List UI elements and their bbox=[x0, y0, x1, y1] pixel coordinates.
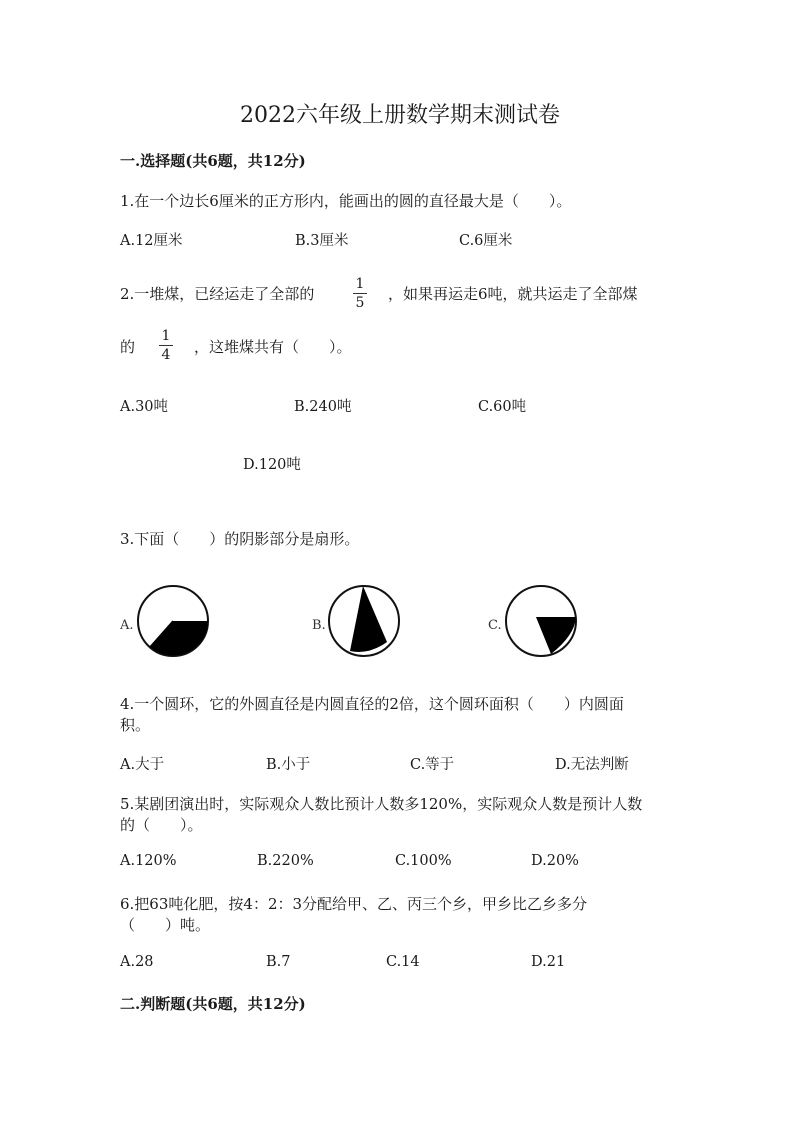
page-title: 2022六年级上册数学期末测试卷 bbox=[240, 103, 560, 128]
q2-option-c: C.60吨 bbox=[478, 399, 527, 415]
q5-option-d: D.20% bbox=[531, 853, 579, 869]
q4-option-d: D.无法判断 bbox=[555, 757, 629, 773]
q3-label-c: C. bbox=[488, 618, 502, 633]
q1-option-a: A.12厘米 bbox=[120, 233, 183, 249]
q6-option-b: B.7 bbox=[266, 954, 291, 970]
q3-label-a: A. bbox=[120, 618, 134, 633]
question-5-line-1: 5.某剧团演出时，实际观众人数比预计人数多120%，实际观众人数是预计人数 bbox=[120, 795, 643, 813]
q2-option-d: D.120吨 bbox=[243, 457, 301, 473]
q4-option-c: C.等于 bbox=[410, 757, 455, 773]
question-6-line-1: 6.把63吨化肥，按4：2：3分配给甲、乙、丙三个乡，甲乡比乙乡多分 bbox=[120, 895, 588, 913]
section-heading-true-false: 二.判断题(共6题，共12分) bbox=[120, 995, 306, 1013]
fraction-denominator: 4 bbox=[161, 347, 171, 363]
sector-diagram-c bbox=[503, 583, 579, 659]
fraction-numerator: 1 bbox=[355, 276, 365, 292]
q5-option-b: B.220% bbox=[257, 853, 314, 869]
q6-option-d: D.21 bbox=[531, 954, 566, 970]
fraction-bar bbox=[159, 345, 173, 346]
question-4-line-1: 4.一个圆环，它的外圆直径是内圆直径的2倍，这个圆环面积（ ）内圆面 bbox=[120, 695, 624, 713]
q4-option-b: B.小于 bbox=[266, 757, 311, 773]
question-6-line-2: （ ）吨。 bbox=[120, 916, 211, 934]
question-2-line-2b: ，这堆煤共有（ ）。 bbox=[194, 338, 352, 356]
question-2-line-2a: 的 bbox=[120, 338, 136, 356]
q1-option-c: C.6厘米 bbox=[459, 233, 513, 249]
question-1-text: 1.在一个边长6厘米的正方形内，能画出的圆的直径最大是（ ）。 bbox=[120, 192, 572, 210]
q2-option-b: B.240吨 bbox=[294, 399, 352, 415]
q1-option-b: B.3厘米 bbox=[295, 233, 349, 249]
fraction-numerator: 1 bbox=[161, 328, 171, 344]
q2-option-a: A.30吨 bbox=[120, 399, 169, 415]
section-heading-choice: 一.选择题(共6题，共12分) bbox=[120, 152, 306, 170]
q3-label-b: B. bbox=[312, 618, 326, 633]
fraction-one-fifth bbox=[352, 276, 368, 311]
sector-diagram-a bbox=[135, 583, 211, 659]
question-5-line-2: 的（ ）。 bbox=[120, 816, 203, 834]
q6-option-c: C.14 bbox=[386, 954, 420, 970]
q6-option-a: A.28 bbox=[120, 954, 154, 970]
sector-diagram-b bbox=[326, 583, 402, 659]
q5-option-c: C.100% bbox=[395, 853, 452, 869]
question-4-line-2: 积。 bbox=[120, 716, 151, 734]
q4-option-a: A.大于 bbox=[120, 757, 165, 773]
fraction-denominator: 5 bbox=[355, 295, 365, 311]
fraction-bar bbox=[353, 293, 367, 294]
q5-option-a: A.120% bbox=[120, 853, 177, 869]
question-2-line-1a: 2.一堆煤，已经运走了全部的 bbox=[120, 285, 315, 303]
question-2-line-1b: ，如果再运走6吨，就共运走了全部煤 bbox=[388, 285, 638, 303]
question-3-text: 3.下面（ ）的阴影部分是扇形。 bbox=[120, 530, 360, 548]
fraction-one-quarter bbox=[158, 328, 174, 363]
